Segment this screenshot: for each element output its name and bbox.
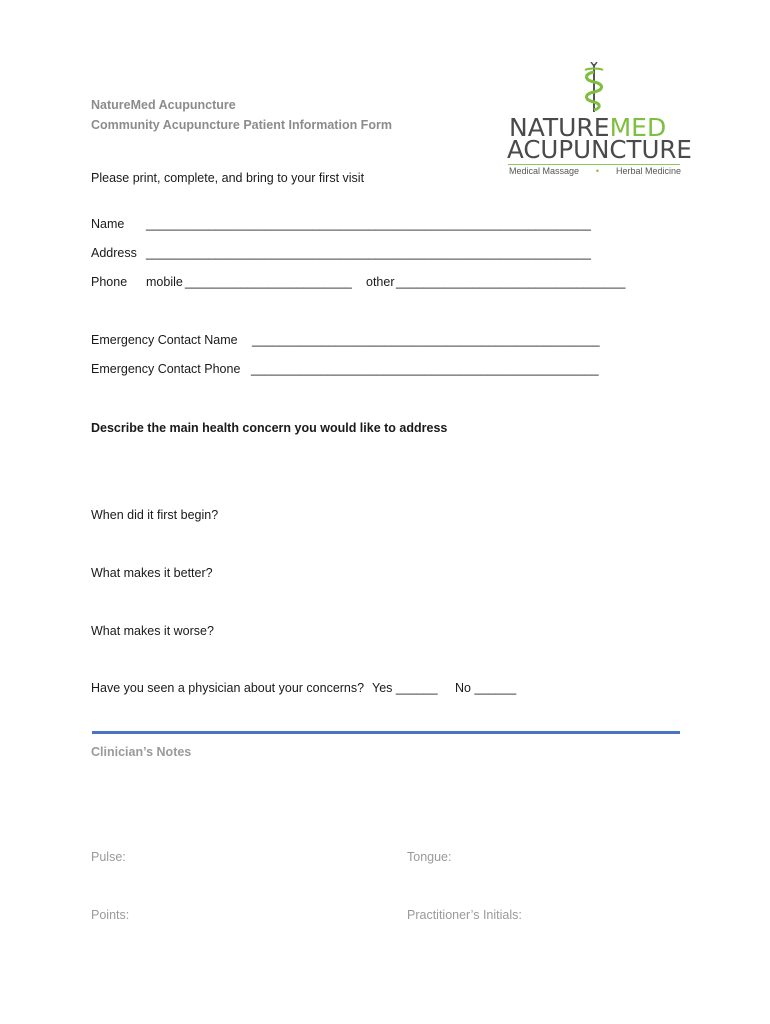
logo-divider [508, 164, 680, 165]
emergency-contact-phone-field[interactable]: __________________________________________________ [251, 362, 599, 376]
logo-med-text: MED [609, 113, 667, 142]
first-begin-question: When did it first begin? [91, 508, 219, 522]
org-name: NatureMed Acupuncture [91, 98, 236, 112]
better-question: What makes it better? [91, 566, 213, 580]
logo-nature-text: NATURE [509, 113, 610, 142]
tongue-label: Tongue: [407, 850, 452, 864]
phone-label: Phone [91, 275, 128, 289]
main-concern-question: Describe the main health concern you would like to address [91, 421, 448, 435]
instructions: Please print, complete, and bring to your first visit [91, 171, 365, 185]
other-label: other [366, 275, 395, 289]
worse-question: What makes it worse? [91, 624, 214, 638]
practitioner-initials-label: Practitioner’s Initials: [407, 908, 522, 922]
physician-yes-field[interactable]: Yes ______ [372, 681, 438, 695]
name-label: Name [91, 217, 125, 231]
mobile-phone-field[interactable]: ________________________ [185, 275, 352, 289]
other-phone-field[interactable]: _________________________________ [396, 275, 626, 289]
address-field[interactable]: ________________________________________________________________ [146, 246, 591, 260]
emergency-contact-name-field[interactable]: __________________________________________________ [252, 333, 600, 347]
emergency-contact-phone-label: Emergency Contact Phone [91, 362, 241, 376]
tagline-separator: • [595, 166, 600, 176]
address-label: Address [91, 246, 137, 260]
logo-tagline [509, 166, 681, 176]
pulse-label: Pulse: [91, 850, 126, 864]
caduceus-icon [579, 62, 609, 114]
physician-question: Have you seen a physician about your concerns? [91, 681, 365, 695]
points-label: Points: [91, 908, 130, 922]
logo-acupuncture-text: ACUPUNCTURE [507, 135, 692, 164]
emergency-contact-name-label: Emergency Contact Name [91, 333, 238, 347]
mobile-label: mobile [146, 275, 183, 289]
tagline-medical-massage: Medical Massage [509, 166, 580, 176]
form-title: Community Acupuncture Patient Information Form [91, 118, 392, 132]
naturemed-logo [505, 62, 692, 182]
name-field[interactable]: ________________________________________________________________ [146, 217, 591, 231]
physician-no-field[interactable]: No ______ [455, 681, 517, 695]
clinician-notes-title: Clinician’s Notes [91, 745, 192, 759]
tagline-herbal-medicine: Herbal Medicine [615, 166, 681, 176]
section-divider [92, 731, 680, 734]
